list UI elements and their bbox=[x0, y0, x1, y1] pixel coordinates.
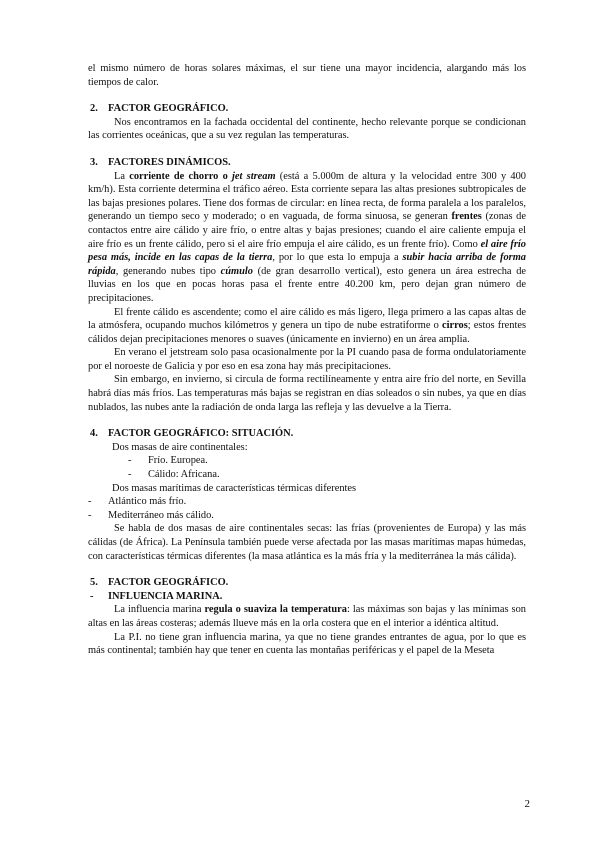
text: , generando nubes tipo bbox=[115, 265, 221, 277]
dash-bullet: - bbox=[88, 509, 92, 521]
section-title: FACTOR GEOGRÁFICO: SITUACIÓN. bbox=[108, 428, 294, 440]
list-item-text: Atlántico más frío. bbox=[108, 496, 187, 508]
list-item bbox=[88, 495, 526, 509]
section-2-heading bbox=[88, 102, 526, 116]
page-number: 2 bbox=[524, 798, 530, 810]
text: La bbox=[114, 170, 130, 182]
subsection-title: INFLUENCIA MARINA. bbox=[108, 590, 223, 602]
bold-italic-text: el aire frío pesa más, incide en las capas de la tierra bbox=[88, 238, 526, 264]
section-3-paragraph-1 bbox=[88, 170, 526, 306]
maritime-masses-intro: Dos masas marítimas de características térmicas diferentes bbox=[112, 482, 357, 494]
bold-italic-text: subir hacia arriba de forma rápida bbox=[88, 252, 526, 277]
section-5-paragraph-1 bbox=[88, 603, 526, 630]
section-5-paragraph-2: La P.I. no tiene gran influencia marina, ya que no tiene grandes entrantes de agua, por lo que es más continental; también hay que tener en cuenta las montañas periféricas y el papel de la Meseta bbox=[88, 631, 526, 657]
list-item-text: Mediterráneo más cálido. bbox=[108, 509, 214, 521]
section-title: FACTOR GEOGRÁFICO. bbox=[108, 103, 229, 115]
text: (zonas de contactos entre aire cálido y aire frío, o entre altas y bajas presiones; cuando el aire caliente empuja el aire frío es un frente cálido, pero si el aire frío empuja el aire cálido, es un frente frío). Como bbox=[88, 211, 526, 250]
bold-italic-text: cúmulo bbox=[220, 265, 253, 277]
section-number: 4. bbox=[90, 428, 98, 440]
bold-text: frentes bbox=[451, 211, 482, 223]
list-item-text: Frío. Europea. bbox=[148, 455, 208, 467]
bold-text: cirros bbox=[441, 320, 468, 332]
bold-text: regula o suaviza la temperatura bbox=[204, 604, 347, 616]
section-title: FACTOR GEOGRÁFICO. bbox=[108, 577, 229, 589]
continental-masses-intro: Dos masas de aire continentales: bbox=[112, 441, 248, 453]
section-3-paragraph-4: Sin embargo, en invierno, si circula de forma rectilíneamente y entra aire frío del norte, en Sevilla habrá días más fríos. Las temperaturas más bajas se registran en días soleados o sin nubes, ya que en días nublados, las nubes ante la radiación de onda larga las refleja y las devuelve a la Tierra. bbox=[88, 374, 526, 413]
list-item bbox=[88, 468, 526, 482]
list-item bbox=[88, 509, 526, 523]
text: (está a 5.000m de altura y la velocidad entre 300 y 400 km/h). Esta corriente determina el tráfico aéreo. Esta corriente separa las altas presiones subtropicales de las bajas presiones polares. Tiene dos formas de circular: en línea recta, de forma paralela a los paralelos, generando un tiempo seco y moderado; o en vaguada, de forma sinuosa, se generan bbox=[88, 170, 526, 223]
section-5-heading bbox=[88, 576, 526, 590]
section-number: 2. bbox=[90, 103, 98, 115]
text: El frente cálido es ascendente; como el aire cálido es más ligero, llega primero a las capas altas de la atmósfera, ocupando muchos kilómetros y genera un tipo de nube estratiforme o bbox=[88, 306, 526, 332]
dash-bullet: - bbox=[128, 455, 132, 467]
section-3-paragraph-2 bbox=[88, 306, 526, 347]
section-3-paragraph-3: En verano el jetstream solo pasa ocasionalmente por la PI cuando pasa de forma ondulatoriamente por el noroeste de Galicia y por eso en esa zona hay más precipitaciones. bbox=[88, 347, 526, 372]
section-2-body: Nos encontramos en la fachada occidental del continente, hecho relevante porque se condicionan las corrientes oceánicas, que a su vez regulan las temperaturas. bbox=[88, 116, 526, 142]
bold-italic-text: jet stream bbox=[232, 170, 276, 182]
intro-paragraph: el mismo número de horas solares máximas, el sur tiene una mayor incidencia, alargando más los tiempos de calor. bbox=[88, 63, 526, 88]
list-item-text: Cálido: Africana. bbox=[148, 469, 220, 481]
section-number: 5. bbox=[90, 577, 98, 589]
subsection-heading bbox=[88, 590, 526, 604]
text: ; estos frentes cálidos dejan precipitaciones menores o suaves (únicamente en invierno) en un área amplia. bbox=[88, 320, 526, 345]
text: : las máximas son bajas y las mínimas son altas en las áreas costeras; además llueve más en la orla costera que en el interior a idéntica altitud. bbox=[88, 604, 526, 629]
text: , por lo que esta lo empuja a bbox=[272, 252, 403, 264]
bold-text: corriente de chorro o bbox=[129, 170, 233, 182]
section-number: 3. bbox=[90, 156, 98, 168]
dash-bullet: - bbox=[128, 469, 132, 481]
section-4-body: Se habla de dos masas de aire continentales secas: las frías (provenientes de Europa) y las más cálidas (de África). La Península también puede verse afectada por las masas marítimas mapas húmedas, con características térmicas diferentes (la masa atlántica es la más fría y la mediterránea la más cálida). bbox=[88, 523, 526, 562]
list-item bbox=[88, 454, 526, 468]
text: (de gran desarrollo vertical), esto genera un área estrecha de lluvias en los que en pocas horas pasa el frente entre 40.200 km, pero dejan gran número de precipitaciones. bbox=[88, 265, 527, 304]
document-page bbox=[88, 62, 526, 658]
section-title: FACTORES DINÁMICOS. bbox=[108, 156, 231, 168]
dash-bullet: - bbox=[88, 496, 92, 508]
section-4-heading bbox=[88, 427, 526, 441]
dash-bullet: - bbox=[90, 590, 94, 602]
text: La influencia marina bbox=[114, 604, 205, 616]
section-3-heading bbox=[88, 156, 526, 170]
